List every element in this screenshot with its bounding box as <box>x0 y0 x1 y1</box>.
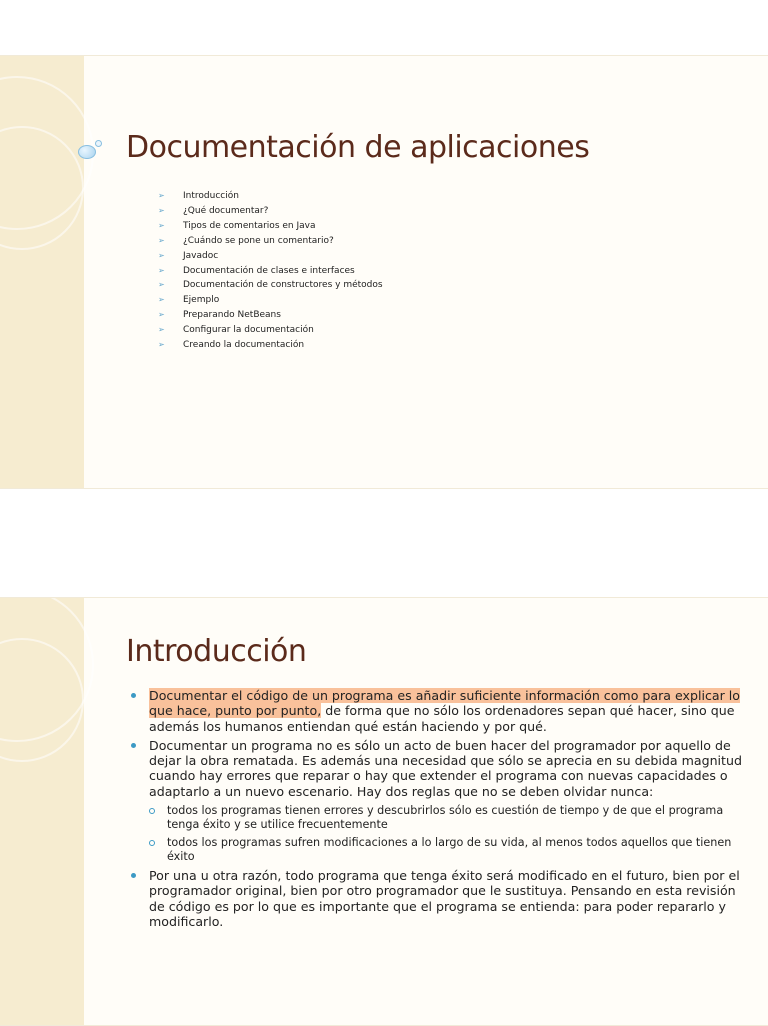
toc-list <box>158 189 383 353</box>
toc-item: ➢ Configurar la documentación <box>158 323 383 338</box>
toc-item: ➢ Preparando NetBeans <box>158 308 383 323</box>
toc-item: ➢ Introducción <box>158 189 383 204</box>
circle-bullet-icon <box>149 840 155 846</box>
toc-item: ➢ ¿Qué documentar? <box>158 204 383 219</box>
slide-2 <box>0 597 768 1026</box>
arrow-bullet-icon: ➢ <box>158 325 165 335</box>
slide-1 <box>0 55 768 489</box>
body-text: Por una u otra razón, todo programa que tenga éxito será modificado en el futuro, bien por el programador original, bien por otro programador que le sustituya. Pensando en esta revisión de código es por lo que es importante que el programa se entienda: para poder repararlo y modificarlo. <box>149 868 740 929</box>
bubble-icon <box>95 140 102 147</box>
toc-item: ➢ ¿Cuándo se pone un comentario? <box>158 234 383 249</box>
bullet-icon <box>131 693 136 698</box>
bullet-icon <box>131 743 136 748</box>
circle-bullet-icon <box>149 808 155 814</box>
body-text: de forma que no sólo los ordenadores sepan qué hacer, sino que además los humanos entiendan qué están haciendo y por qué. <box>149 703 735 734</box>
toc-item: ➢ Tipos de comentarios en Java <box>158 219 383 234</box>
arrow-bullet-icon: ➢ <box>158 220 165 230</box>
bubble-icon <box>78 145 96 159</box>
toc-item: ➢ Creando la documentación <box>158 338 383 353</box>
slide-1-title: Documentación de aplicaciones <box>126 130 590 165</box>
toc-item: ➢ Javadoc <box>158 249 383 264</box>
arrow-bullet-icon: ➢ <box>158 295 165 305</box>
arrow-bullet-icon: ➢ <box>158 265 165 275</box>
arrow-bullet-icon: ➢ <box>158 250 165 260</box>
highlighted-text: Documentar el código de un programa es añadir suficiente información como para explicar lo que hace, punto por punto, <box>149 688 741 719</box>
list-item <box>130 688 744 734</box>
toc-item: ➢ Documentación de clases e interfaces <box>158 264 383 279</box>
bullet-icon <box>131 873 136 878</box>
list-item <box>130 738 744 864</box>
arrow-bullet-icon: ➢ <box>158 235 165 245</box>
sub-list <box>149 804 744 864</box>
arrow-bullet-icon: ➢ <box>158 340 165 350</box>
toc-item: ➢ Documentación de constructores y métodos <box>158 278 383 293</box>
body-text: Documentar un programa no es sólo un acto de buen hacer del programador por aquello de dejar la obra rematada. Es además una necesidad que sólo se aprecia en su debida magnitud cuando hay errores que reparar o hay que extender el programa con nuevas capacidades o adaptarlo a un nuevo escenario. Hay dos reglas que no se deben olvidar nunca: <box>149 737 742 799</box>
sub-list-item: todos los programas tienen errores y descubrirlos sólo es cuestión de tiempo y de que el programa tenga éxito y se utilice frecuentemente <box>149 804 744 832</box>
arrow-bullet-icon: ➢ <box>158 310 165 320</box>
arrow-bullet-icon: ➢ <box>158 205 165 215</box>
list-item <box>130 868 744 929</box>
sub-list-item: todos los programas sufren modificaciones a lo largo de su vida, al menos todos aquellos que tienen éxito <box>149 836 744 864</box>
content-list <box>130 688 744 933</box>
slide-2-title: Introducción <box>126 634 307 669</box>
toc-item: ➢ Ejemplo <box>158 293 383 308</box>
arrow-bullet-icon: ➢ <box>158 280 165 290</box>
arrow-bullet-icon: ➢ <box>158 191 165 200</box>
